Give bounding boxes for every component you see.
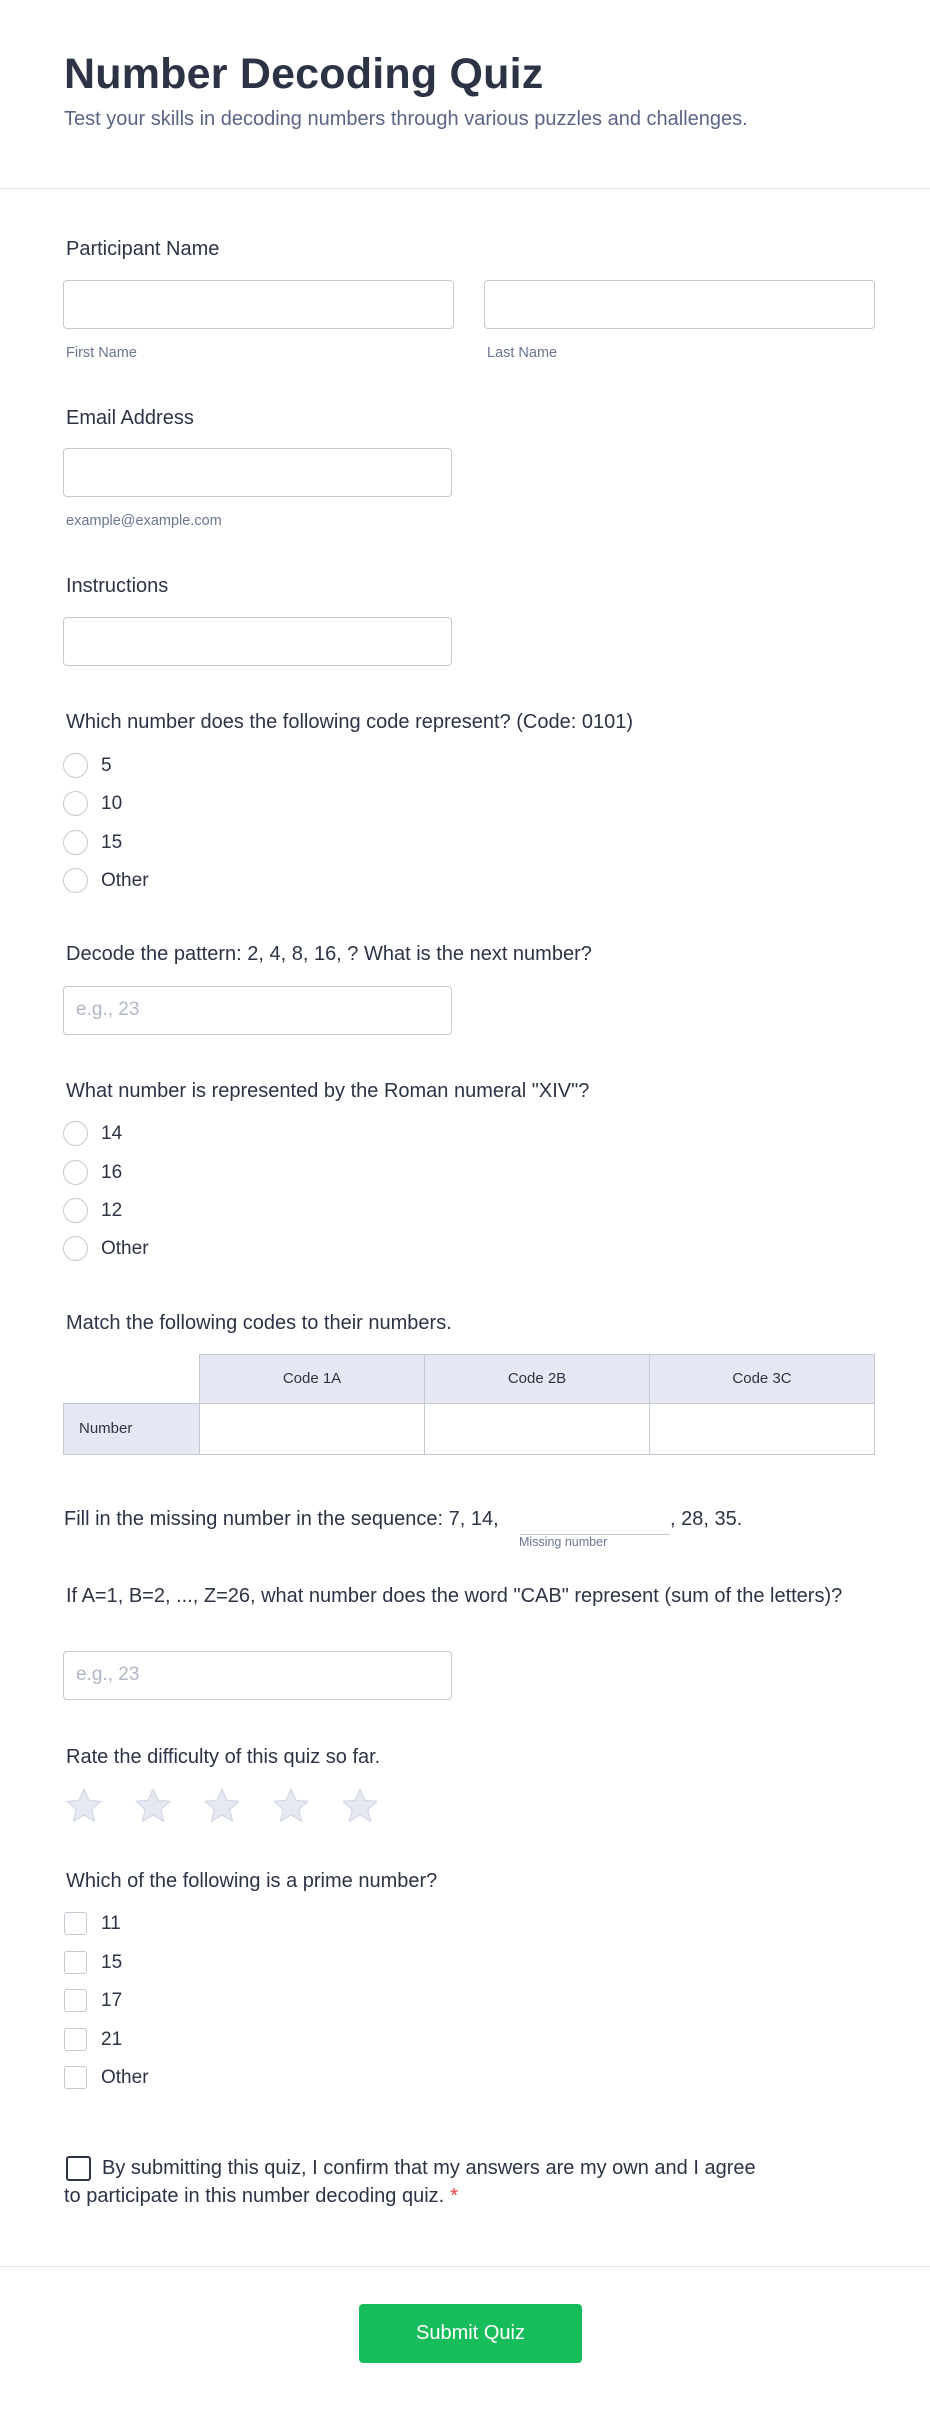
radio-button[interactable] <box>63 791 88 816</box>
submit-button[interactable]: Submit Quiz <box>359 2304 582 2363</box>
first-name-input[interactable] <box>63 280 454 329</box>
checkbox[interactable] <box>64 2028 87 2051</box>
question-code-label: Which number does the following code represent? (Code: 0101) <box>66 711 633 733</box>
first-name-sublabel: First Name <box>66 345 137 361</box>
last-name-sublabel: Last Name <box>487 345 558 361</box>
pattern-answer-placeholder: e.g., 23 <box>76 999 140 1020</box>
match-matrix <box>63 1354 875 1455</box>
form-header <box>0 0 930 189</box>
cab-answer-placeholder: e.g., 23 <box>76 1664 140 1685</box>
radio-button[interactable] <box>63 868 88 893</box>
star-icon[interactable] <box>64 1786 104 1826</box>
radio-button[interactable] <box>63 1121 88 1146</box>
matrix-column-header: Code 1A <box>199 1354 425 1404</box>
star-icon[interactable] <box>271 1786 311 1826</box>
question-match-label: Match the following codes to their numbers. <box>66 1312 452 1334</box>
star-icon[interactable] <box>133 1786 173 1826</box>
participant-name-label: Participant Name <box>66 238 220 260</box>
matrix-cell-input[interactable] <box>424 1403 650 1455</box>
matrix-row-header: Number <box>63 1403 200 1455</box>
email-label: Email Address <box>66 407 194 429</box>
question-pattern-label: Decode the pattern: 2, 4, 8, 16, ? What is the next number? <box>66 943 592 965</box>
checkbox[interactable] <box>64 1989 87 2012</box>
fill-question-text: Fill in the missing number in the sequence: 7, 14, <box>64 1508 499 1530</box>
required-asterisk: * <box>450 2185 459 2207</box>
pattern-answer-input[interactable] <box>63 986 452 1035</box>
radio-button[interactable] <box>63 753 88 778</box>
matrix-cell-input[interactable] <box>199 1403 425 1455</box>
question-rating-label: Rate the difficulty of this quiz so far. <box>66 1746 381 1768</box>
question-roman-label: What number is represented by the Roman numeral "XIV"? <box>66 1080 590 1102</box>
page-subtitle: Test your skills in decoding numbers through various puzzles and challenges. <box>64 108 748 130</box>
consent-text: By submitting this quiz, I confirm that my answers are my own and I agree to participate in this number decoding quiz. * <box>64 2157 756 2207</box>
star-icon[interactable] <box>202 1786 242 1826</box>
missing-number-sublabel: Missing number <box>519 1535 608 1549</box>
instructions-label: Instructions <box>66 575 169 597</box>
radio-button[interactable] <box>63 1236 88 1261</box>
email-field[interactable] <box>63 448 452 497</box>
matrix-column-header: Code 2B <box>424 1354 650 1404</box>
radio-button[interactable] <box>63 830 88 855</box>
checkbox[interactable] <box>64 1912 87 1935</box>
question-prime-label: Which of the following is a prime number? <box>66 1870 438 1892</box>
instructions-input[interactable] <box>63 617 452 666</box>
fill-question-text-end: , 28, 35. <box>670 1508 743 1530</box>
checkbox[interactable] <box>64 2066 87 2089</box>
cab-answer-input[interactable] <box>63 1651 452 1700</box>
checkbox[interactable] <box>64 1951 87 1974</box>
missing-number-input[interactable] <box>520 1523 670 1535</box>
star-icon[interactable] <box>340 1786 380 1826</box>
question-cab-label: If A=1, B=2, ..., Z=26, what number does the word "CAB" represent (sum of the letters)? <box>66 1585 843 1607</box>
last-name-input[interactable] <box>484 280 875 329</box>
matrix-cell-input[interactable] <box>649 1403 875 1455</box>
matrix-column-header: Code 3C <box>649 1354 875 1404</box>
page-title: Number Decoding Quiz <box>64 50 544 98</box>
email-sublabel: example@example.com <box>66 513 222 529</box>
radio-button[interactable] <box>63 1198 88 1223</box>
radio-button[interactable] <box>63 1160 88 1185</box>
